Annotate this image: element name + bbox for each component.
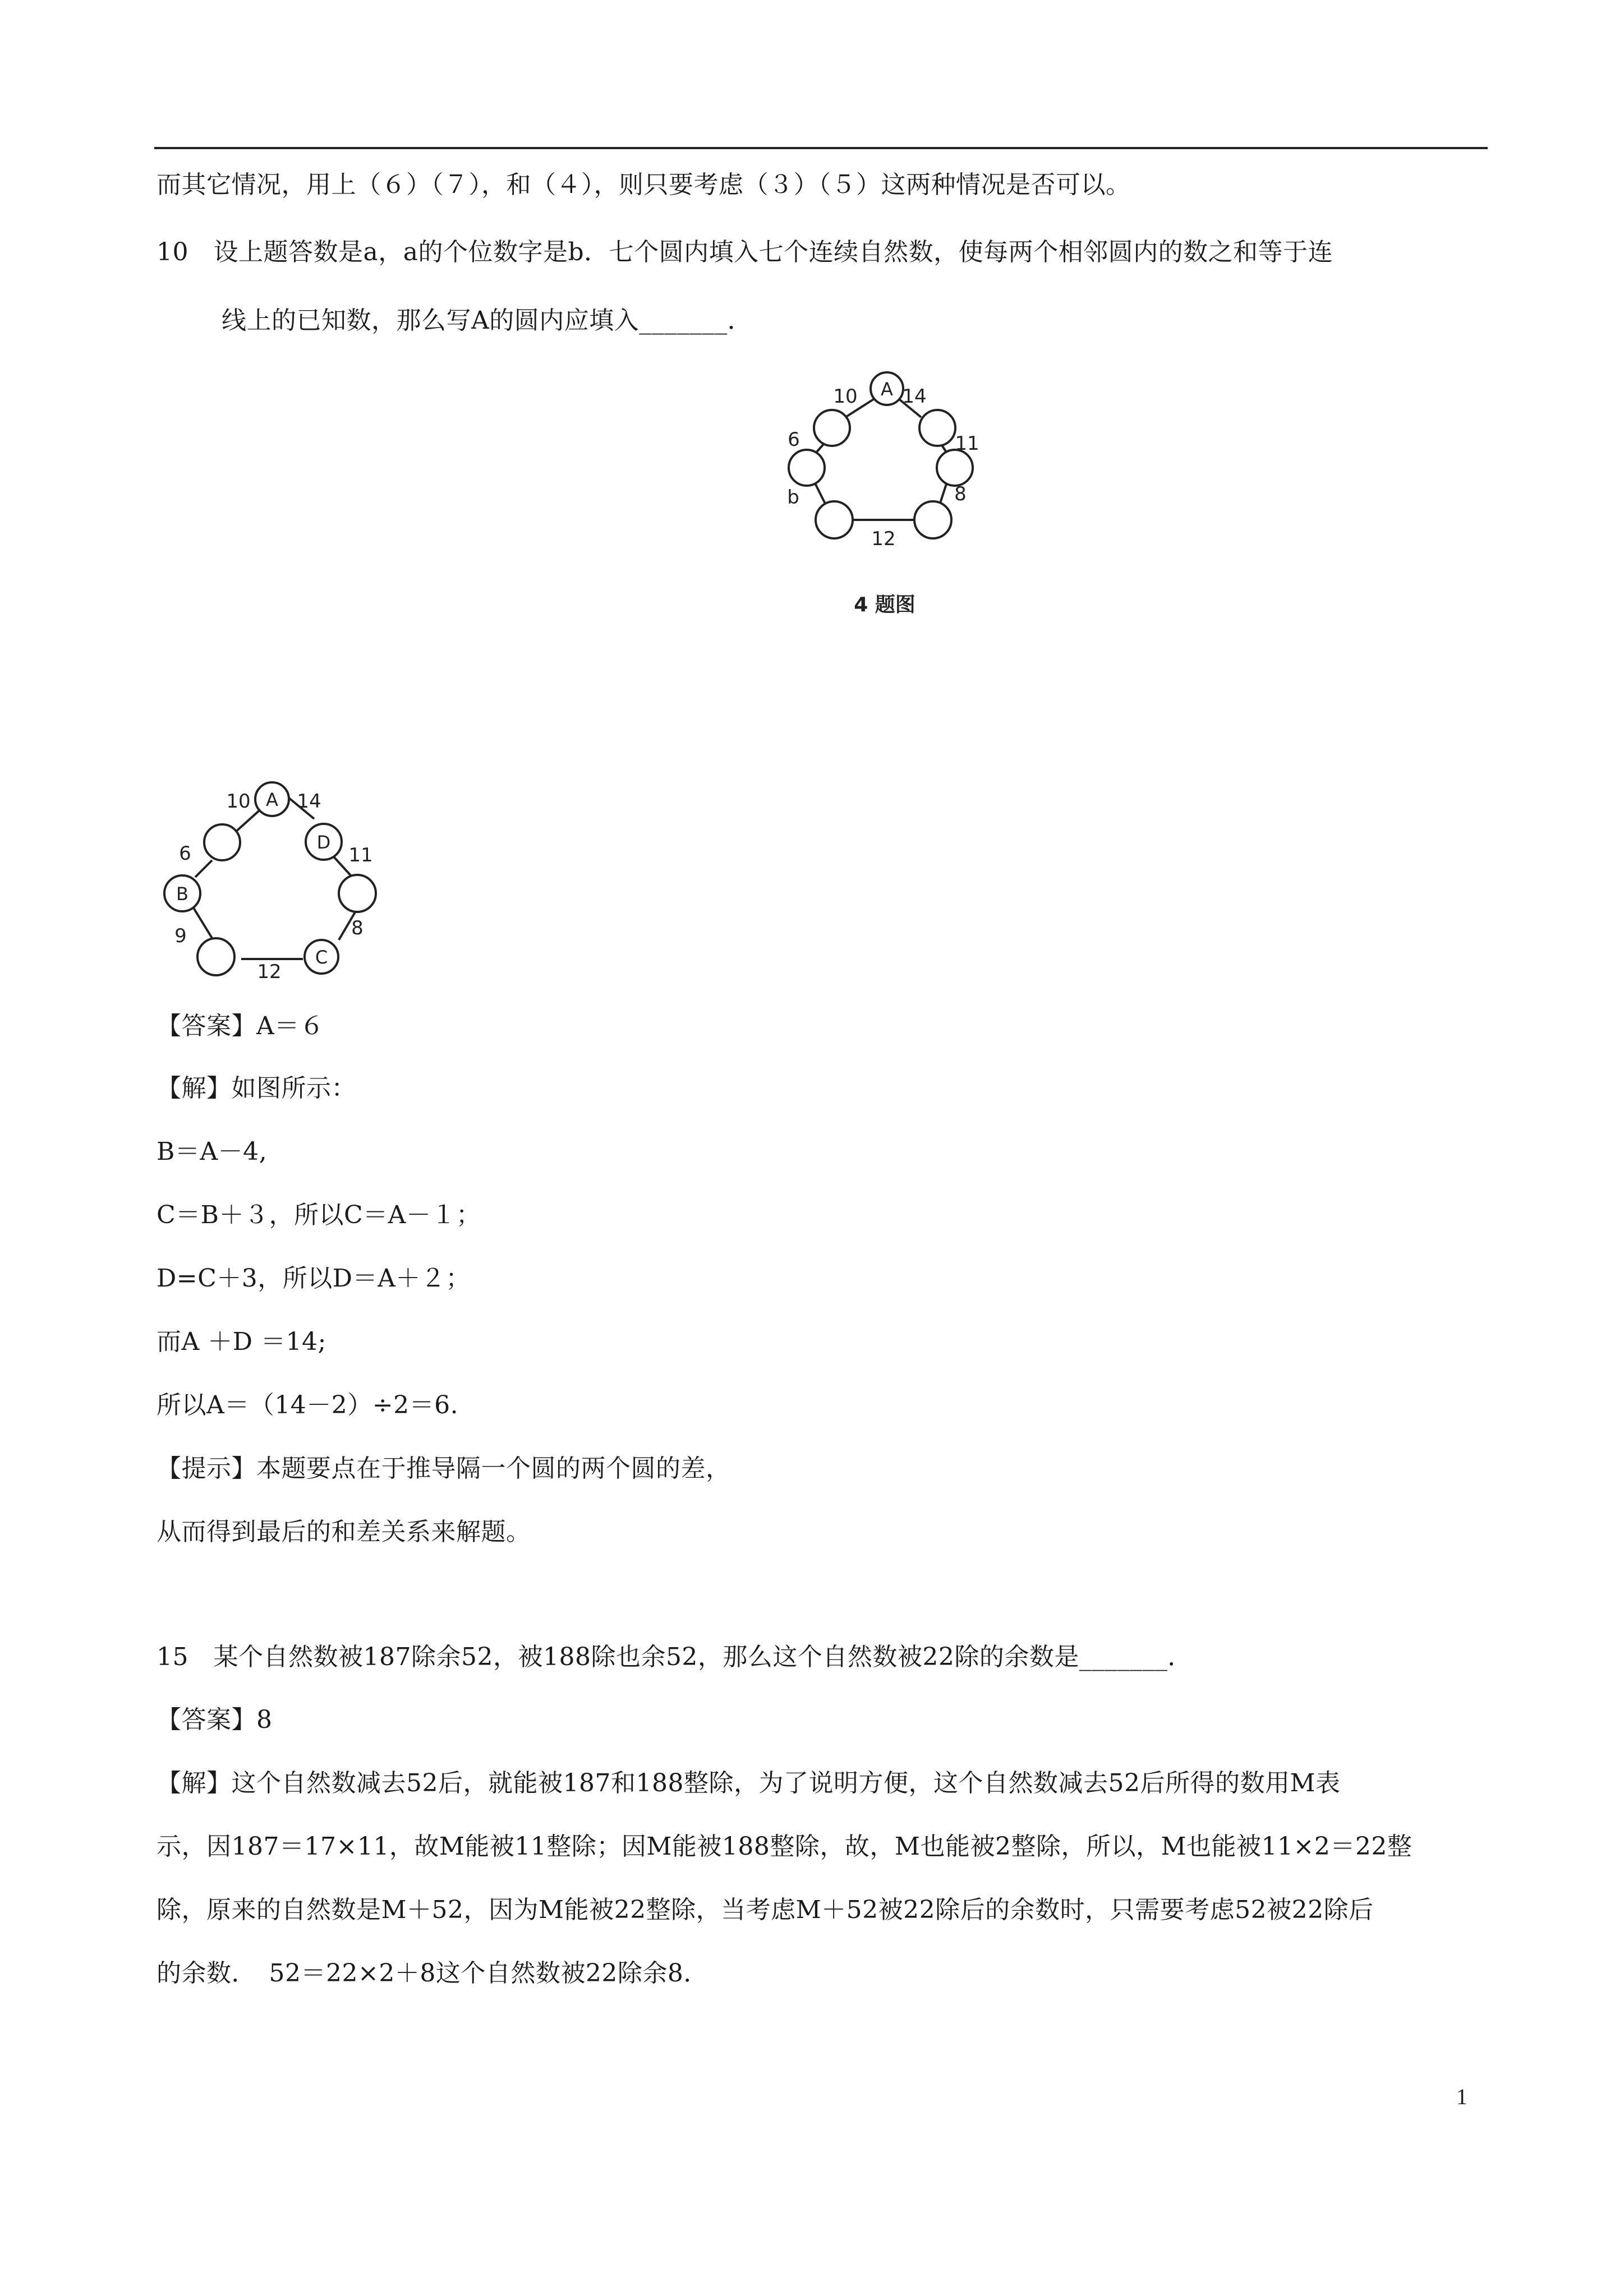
- header-rule: [154, 147, 1488, 149]
- edge-label-lower-right: 8: [954, 483, 967, 505]
- edge-label-top-right: 14: [297, 790, 321, 813]
- solution-10-step-3: D=C＋3，所以D＝A＋２；: [157, 1264, 471, 1293]
- edge-label-upper-right: 11: [955, 432, 979, 455]
- circle-C-label: C: [315, 947, 328, 968]
- hint-10-line-2: 从而得到最后的和差关系来解题。: [157, 1518, 531, 1546]
- figure-caption: 4 题图: [854, 593, 915, 616]
- circle-bottom-left: [816, 501, 853, 538]
- question-10-line-2: 线上的已知数，那么写A的圆内应填入_______．: [222, 306, 753, 335]
- edge-label-upper-left: 6: [179, 842, 191, 865]
- answer-10: 【答案】A＝６: [157, 1012, 325, 1040]
- circle-A-label: A: [266, 789, 278, 810]
- solution-10-title: 【解】如图所示：: [157, 1074, 356, 1103]
- circle-mid-right: [937, 450, 973, 486]
- edge-label-bottom: 12: [871, 528, 896, 550]
- edge-label-lower-left: b: [787, 486, 799, 509]
- question-figure: [752, 370, 999, 634]
- solution-15-line-4: 的余数． 52＝22×2＋8这个自然数被22除余8．: [157, 1959, 709, 1988]
- edge-label-lower-left: 9: [174, 925, 187, 947]
- circle-upper-left: [204, 824, 240, 860]
- circle-D-label: D: [316, 832, 331, 853]
- hint-10-line-1: 【提示】本题要点在于推导隔一个圆的两个圆的差，: [157, 1454, 731, 1483]
- edge-label-bottom: 12: [257, 961, 282, 983]
- edge-label-top-left: 10: [226, 790, 251, 813]
- circle-B-label: B: [176, 883, 188, 905]
- circle-bottom-left: [197, 938, 234, 975]
- solution-10-step-4: 而A ＋D ＝14;: [157, 1327, 326, 1356]
- solution-15-line-2: 示，因187＝17×11，故M能被11整除；因M能被188整除，故，M也能被2整除，所以，M也能被11×2＝22整: [157, 1832, 1413, 1861]
- solution-figure: [151, 778, 393, 986]
- edge-label-top-left: 10: [833, 385, 858, 408]
- text-line-prev-solution: 而其它情况，用上（６）（７），和（４），则只要考虑（３）（５）这两种情况是否可以。: [157, 170, 1131, 199]
- circle-mid-left: [789, 450, 825, 486]
- edge-label-upper-left: 6: [788, 428, 800, 451]
- edge-label-upper-right: 11: [348, 844, 373, 866]
- edge-label-lower-right: 8: [351, 917, 364, 939]
- edge-label-top-right: 14: [902, 385, 927, 408]
- solution-15-line-1: 【解】这个自然数减去52后，就能被187和188整除，为了说明方便，这个自然数减去52后所得的数用M表: [157, 1769, 1341, 1797]
- page-number: 1: [1456, 2084, 1467, 2109]
- solution-10-step-5: 所以A＝（14－2）÷2＝6.: [157, 1391, 459, 1419]
- circle-A-label: A: [881, 379, 893, 400]
- question-10-line-1: 10 设上题答数是a，a的个位数字是b．七个圆内填入七个连续自然数，使每两个相邻圆内的数之和等于连: [157, 238, 1333, 266]
- answer-15: 【答案】8: [157, 1705, 273, 1734]
- solution-10-step-2: C＝B＋３，所以C＝A－１；: [157, 1201, 481, 1229]
- circle-mid-right: [339, 875, 376, 912]
- circle-bottom-right: [914, 501, 951, 538]
- solution-10-step-1: B＝A－4,: [157, 1137, 268, 1166]
- circle-upper-left: [814, 410, 850, 446]
- question-15: 15 某个自然数被187除余52，被188除也余52，那么这个自然数被22除的余数是_______．: [157, 1643, 1193, 1671]
- circle-upper-right: [919, 410, 955, 446]
- solution-15-line-3: 除，原来的自然数是M＋52，因为M能被22整除，当考虑M＋52被22除后的余数时，只需要考虑52被22除后: [157, 1896, 1374, 1924]
